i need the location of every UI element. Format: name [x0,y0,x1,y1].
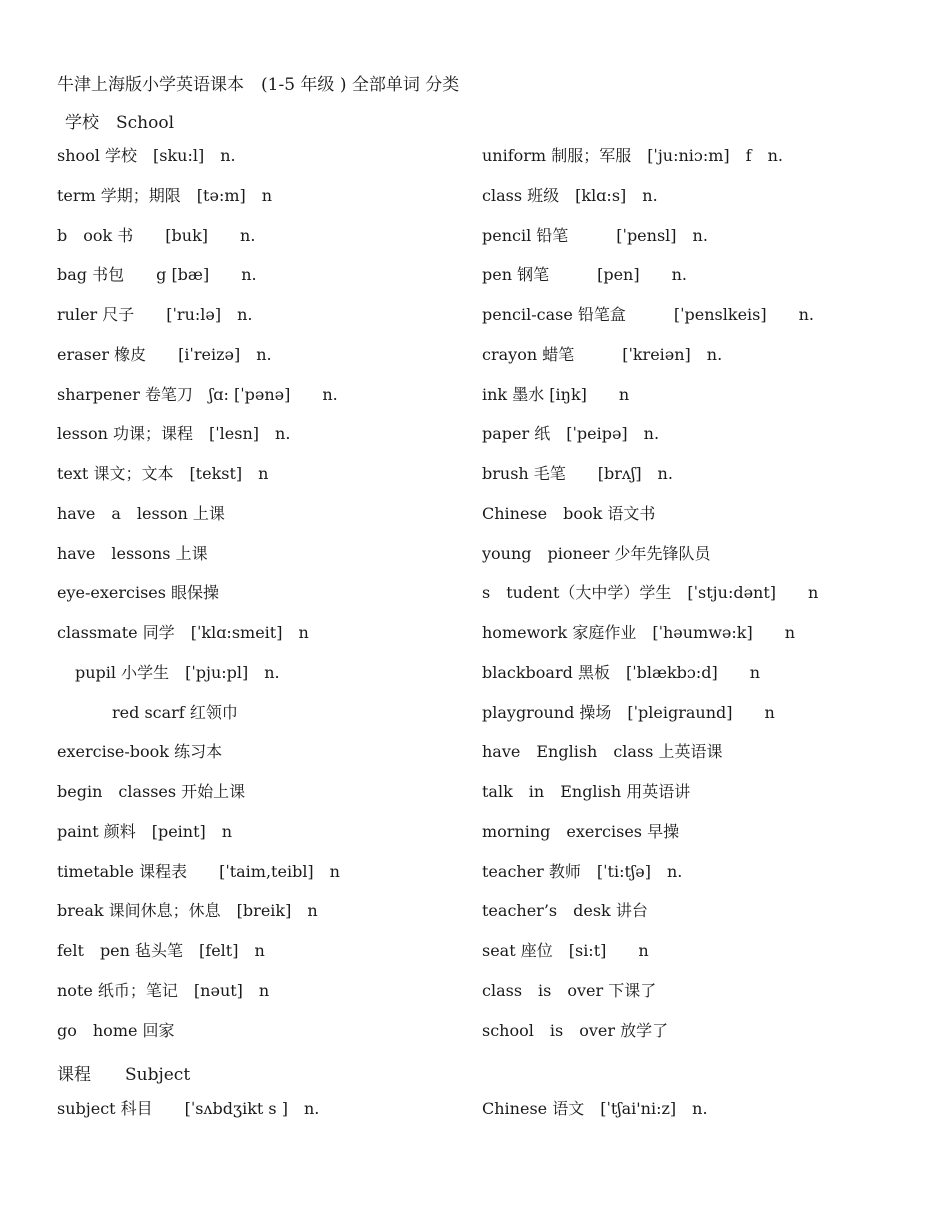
word-entry: Chinese 语文 [ˈtʃai'ni:z] n. [482,1099,708,1118]
word-entry: sharpener 卷笔刀 ʃɑ: [ˈpənə] n. [57,384,338,404]
word-entry: pupil 小学生 [ˈpju:pl] n. [75,662,280,682]
word-entry: go home 回家 [57,1020,175,1040]
word-entry: exercise-book 练习本 [57,742,223,762]
word-entry: crayon 蜡笔 [ˈkreiən] n. [482,344,723,364]
word-entry: have a lesson 上课 [57,503,225,523]
subject-words-right-column [482,1099,922,1139]
word-entry: Chinese book 语文书 [482,503,656,523]
word-entry: have English class 上英语课 [482,742,723,762]
word-entry: classmate 同学 [ˈklɑ:smeit] n [57,623,309,642]
word-entry: ink 墨水 [iŋk] n [482,384,630,404]
word-entry: break 课间休息；休息 [breik] n [57,901,318,921]
word-entry: lesson 功课；课程 [ˈlesn] n. [57,424,291,444]
word-entry: class is over 下课了 [482,980,657,1000]
word-entry: pencil-case 铅笔盒 [ˈpenslkeis] n. [482,305,814,324]
word-entry: pencil 铅笔 [ˈpensl] n. [482,225,708,245]
word-entry: school is over 放学了 [482,1020,669,1040]
word-entry: b ook 书 [buk] n. [57,225,256,245]
word-entry: class 班级 [klɑ:s] n. [482,185,658,205]
section-heading-school: 学校 School [65,113,175,133]
word-entry: felt pen 毡头笔 [felt] n [57,941,265,960]
word-entry: morning exercises 早操 [482,821,680,841]
word-entry: eraser 橡皮 [iˈreizə] n. [57,344,272,364]
word-entry: brush 毛笔 [brʌʃ] n. [482,464,673,483]
word-entry: subject 科目 [ˈsʌbdʒikt s ] n. [57,1099,320,1118]
word-entry: have lessons 上课 [57,543,208,563]
school-words-left-column [57,146,477,1060]
word-entry: begin classes 开始上课 [57,782,246,801]
word-entry: blackboard 黑板 [ˈblækbɔ:d] n [482,662,761,682]
word-entry: talk in English 用英语讲 [482,782,691,801]
word-entry: ruler 尺子 [ˈru:lə] n. [57,305,253,324]
word-entry: eye-exercises 眼保操 [57,583,220,603]
word-entry: s tudent（大中学）学生 [ˈstju:dənt] n [482,583,819,603]
document-title: 牛津上海版小学英语课本 (1-5 年级 ) 全部单词 分类 [57,75,460,95]
word-entry: pen 钢笔 [pen] n. [482,265,687,285]
word-entry: red scarf 红领巾 [112,702,238,722]
word-entry: paper 纸 [ˈpeipə] n. [482,424,660,444]
word-entry: shool 学校 [sku:l] n. [57,146,236,165]
word-entry: homework 家庭作业 [ˈhəumwə:k] n [482,623,796,642]
word-entry: playground 操场 [ˈpleigraund] n [482,702,775,722]
word-entry: young pioneer 少年先锋队员 [482,543,711,563]
word-entry: uniform 制服；军服 [ˈju:niɔ:m] f n. [482,146,783,165]
word-entry: teacher’s desk 讲台 [482,901,648,921]
word-entry: text 课文；文本 [tekst] n [57,464,269,483]
word-entry: seat 座位 [si:t] n [482,941,649,960]
school-words-right-column [482,146,922,1060]
word-entry: note 纸币；笔记 [nəut] n [57,980,270,1000]
word-entry: teacher 教师 [ˈti:tʃə] n. [482,861,683,881]
word-entry: paint 颜料 [peint] n [57,821,233,841]
word-entry: bag 书包 g [bæ] n. [57,265,257,285]
section-heading-subject: 课程 Subject [57,1065,191,1085]
word-entry: timetable 课程表 [ˈtaim,teibl] n [57,861,340,881]
word-entry: term 学期；期限 [tə:m] n [57,185,273,205]
subject-words-left-column [57,1099,477,1139]
